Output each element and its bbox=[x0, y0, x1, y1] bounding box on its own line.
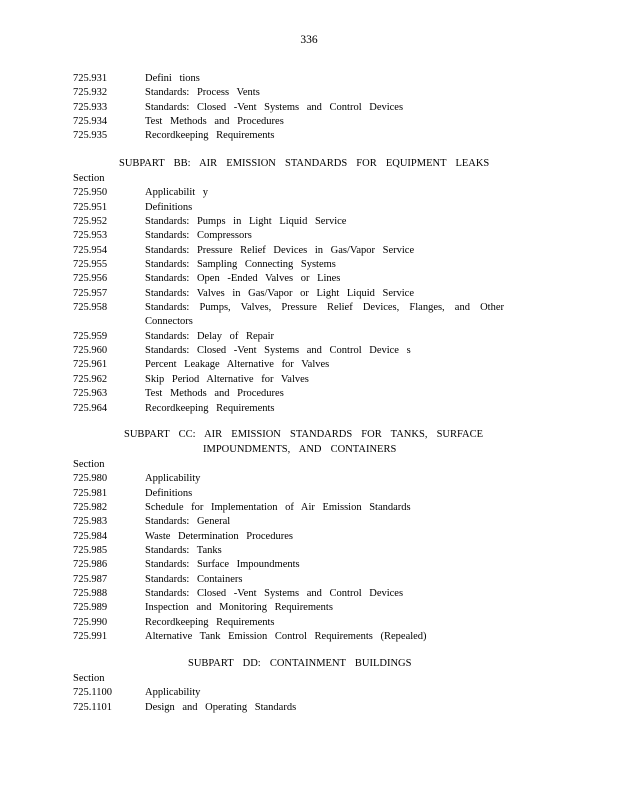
section-title: Defini tions bbox=[145, 73, 200, 84]
list-item bbox=[73, 201, 493, 215]
section-number: 725.933 bbox=[73, 101, 108, 113]
section-number: 725.950 bbox=[73, 187, 108, 199]
list-item bbox=[73, 344, 493, 358]
section-number: 725.991 bbox=[73, 631, 108, 643]
section-number: 725.959 bbox=[73, 330, 108, 342]
section-number: 725.982 bbox=[73, 502, 108, 514]
section-title: Standards: Sampling Connecting Systems bbox=[145, 259, 336, 271]
list-item bbox=[73, 244, 493, 258]
section-number: 725.931 bbox=[73, 73, 108, 84]
section-number: 725.1101 bbox=[73, 701, 112, 713]
section-number: 725.964 bbox=[73, 402, 108, 414]
list-item bbox=[73, 701, 493, 715]
section-number: 725.952 bbox=[73, 216, 108, 228]
section-number: 725.962 bbox=[73, 373, 108, 385]
section-title: Definitions bbox=[145, 201, 193, 213]
section-number: 725.956 bbox=[73, 273, 108, 285]
list-item bbox=[73, 587, 493, 601]
section-title: Applicability bbox=[145, 473, 201, 485]
section-title: Design and Operating Standards bbox=[145, 701, 297, 713]
list-item bbox=[73, 573, 493, 587]
list-item bbox=[73, 630, 493, 644]
list-item bbox=[73, 287, 493, 301]
list-item bbox=[73, 601, 493, 615]
list-item bbox=[73, 616, 493, 630]
section-number: 725.1100 bbox=[73, 687, 112, 699]
section-label-row bbox=[73, 172, 493, 186]
list-item bbox=[73, 72, 493, 86]
section-number: 725.983 bbox=[73, 516, 108, 528]
list-item bbox=[73, 501, 493, 515]
list-item bbox=[73, 387, 493, 401]
section-title: Standards: General bbox=[145, 516, 231, 528]
section-number: 725.989 bbox=[73, 602, 108, 614]
section-title: Recordkeeping Requirements bbox=[145, 616, 275, 628]
list-item bbox=[73, 544, 493, 558]
section-title: Standards: Pressure Relief Devices in Gas/Vapor Service bbox=[145, 244, 415, 256]
section-title: Standards: Closed -Vent Systems and Control Devices bbox=[145, 588, 404, 600]
section-label: Section bbox=[73, 173, 105, 184]
list-item bbox=[73, 515, 493, 529]
section-label-row bbox=[73, 458, 493, 472]
subpart-cc-section-list bbox=[73, 458, 493, 644]
section-title: Standards: Tanks bbox=[145, 545, 222, 557]
list-item bbox=[73, 402, 493, 416]
section-label: Section bbox=[73, 673, 105, 684]
list-item bbox=[73, 301, 505, 315]
section-label: Section bbox=[73, 459, 105, 470]
section-number: 725.954 bbox=[73, 244, 108, 256]
list-item bbox=[73, 129, 493, 143]
section-title: Recordkeeping Requirements bbox=[145, 402, 275, 414]
section-number: 725.986 bbox=[73, 559, 108, 571]
section-title: Schedule for Implementation of Air Emission Standards bbox=[145, 502, 411, 514]
section-title: Definitions bbox=[145, 487, 193, 499]
section-number: 725.985 bbox=[73, 545, 108, 557]
section-number: 725.951 bbox=[73, 201, 108, 213]
list-item bbox=[73, 472, 493, 486]
list-item bbox=[73, 272, 493, 286]
section-title: Recordkeeping Requirements bbox=[145, 130, 275, 142]
section-title: Standards: Valves in Gas/Vapor or Light Liquid Service bbox=[145, 287, 414, 299]
section-title: Standards: Surface Impoundments bbox=[145, 559, 300, 571]
section-title: Applicabilit y bbox=[145, 187, 209, 199]
subpart-dd-section-list bbox=[73, 672, 493, 715]
section-title: Standards: Process Vents bbox=[145, 87, 260, 99]
section-number: 725.963 bbox=[73, 388, 108, 400]
section-number: 725.958 bbox=[73, 302, 108, 314]
section-number: 725.953 bbox=[73, 230, 108, 242]
list-item bbox=[73, 258, 493, 272]
list-item bbox=[73, 86, 493, 100]
section-number: 725.934 bbox=[73, 116, 108, 128]
list-item bbox=[73, 101, 493, 115]
section-title: Standards: Open -Ended Valves or Lines bbox=[145, 273, 341, 285]
section-title: Standards: Closed -Vent Systems and Control Devices bbox=[145, 101, 404, 113]
section-number: 725.981 bbox=[73, 487, 108, 499]
section-title: Standards: Containers bbox=[145, 573, 243, 585]
section-number: 725.980 bbox=[73, 473, 108, 485]
list-item bbox=[73, 115, 493, 129]
section-number: 725.955 bbox=[73, 259, 108, 271]
section-title: Test Methods and Procedures bbox=[145, 388, 284, 400]
section-title: Skip Period Alternative for Valves bbox=[145, 373, 309, 385]
section-title: Waste Determination Procedures bbox=[145, 530, 293, 542]
section-number: 725.960 bbox=[73, 345, 108, 357]
section-number: 725.932 bbox=[73, 87, 108, 99]
section-number: 725.988 bbox=[73, 588, 108, 600]
section-number: 725.957 bbox=[73, 287, 108, 299]
list-item bbox=[73, 373, 493, 387]
section-title: Standards: Closed -Vent Systems and Control Device s bbox=[145, 345, 411, 357]
section-number: 725.935 bbox=[73, 130, 108, 142]
section-title: Test Methods and Procedures bbox=[145, 116, 284, 128]
intro-section-list bbox=[73, 72, 493, 144]
section-title: Applicability bbox=[145, 687, 201, 699]
list-item bbox=[73, 330, 493, 344]
list-item-continuation bbox=[73, 315, 493, 329]
list-item bbox=[73, 530, 493, 544]
list-item bbox=[73, 558, 493, 572]
section-title: Standards: Pumps, Valves, Pressure Relief Devices, Flanges, and Other bbox=[145, 302, 505, 314]
section-number: 725.987 bbox=[73, 573, 108, 585]
list-item bbox=[73, 358, 493, 372]
list-item bbox=[73, 229, 493, 243]
page-number: 336 bbox=[300, 34, 318, 46]
document-page: 336 725.931 Defini tions 725.932 Standards: Process Vents 725.933 Standards: Closed -Vent Systems and Control Devices 725.934 Test Methods and Procedures 725.935 Recordkeeping Requirements SUBPART BB: AIR EMISSION STANDARDS FOR EQUIPMENT LEAKS Section 725.950 Applicabilit y 725.951 Definitions 725.952 Standards: Pumps in Light Liquid Service 725.953 Standards: Compressors 725.954 Standards: Pressure Relief Devices in Gas/Vapor Service 725.955 Standards: Sampling Connecting Systems 725.956 Standards: Open -Ended Valves or Lines 725.957 Standards: Valves in Gas/Vapor or Light Liquid Service 725.958 Standards: Pumps, Valves, Pressure Relief Devices, Flanges, and Other Connectors 725.959 Standards: Delay of Repair 725.960 Standards: Closed -Vent Systems and Control Device s 725.961 Percent Leakage Alternative for Valves 725.962 Skip Period Alternative for Valves 725.963 Test Methods and Procedures 725.964 Recordkeeping Requirements SUBPART CC: AIR EMISSION STANDARDS FOR TANKS, SURFACE IMPOUNDMENTS, AND CONTAINERS Section 725.980 Applicability 725.981 Definitions 725.982 Schedule for Implementation of Air Emission Standards 725.983 Standards: General 725.984 Waste Determination Procedures 725.985 Standards: Tanks 725.986 Standards: Surface Impoundments 725.987 Standards: Containers 725.988 Standards: Closed -Vent Systems and Control Devices 725.989 Inspection and Monitoring Requirements 725.990 Recordkeeping Requirements 725.991 Alternative Tank Emission Control Requirements (Repealed) SUBPART DD: CONTAINMENT BUILDINGS Section 725.1100 Applicability 725.1101 Design and Operating Standards bbox=[0, 0, 618, 800]
section-title: Standards: Compressors bbox=[145, 230, 252, 242]
section-label-row bbox=[73, 672, 493, 686]
section-title: Alternative Tank Emission Control Requirements (Repealed) bbox=[145, 631, 427, 643]
section-title: Standards: Delay of Repair bbox=[145, 330, 275, 342]
section-title: Percent Leakage Alternative for Valves bbox=[145, 359, 330, 371]
section-number: 725.961 bbox=[73, 359, 108, 371]
section-number: 725.984 bbox=[73, 530, 108, 542]
list-item bbox=[73, 186, 493, 200]
list-item bbox=[73, 686, 493, 700]
section-title: Connectors bbox=[145, 316, 193, 328]
subpart-bb-section-list bbox=[73, 172, 505, 416]
list-item bbox=[73, 487, 493, 501]
section-title: Inspection and Monitoring Requirements bbox=[145, 602, 333, 614]
section-title: Standards: Pumps in Light Liquid Service bbox=[145, 216, 347, 228]
list-item bbox=[73, 215, 493, 229]
section-number: 725.990 bbox=[73, 616, 108, 628]
